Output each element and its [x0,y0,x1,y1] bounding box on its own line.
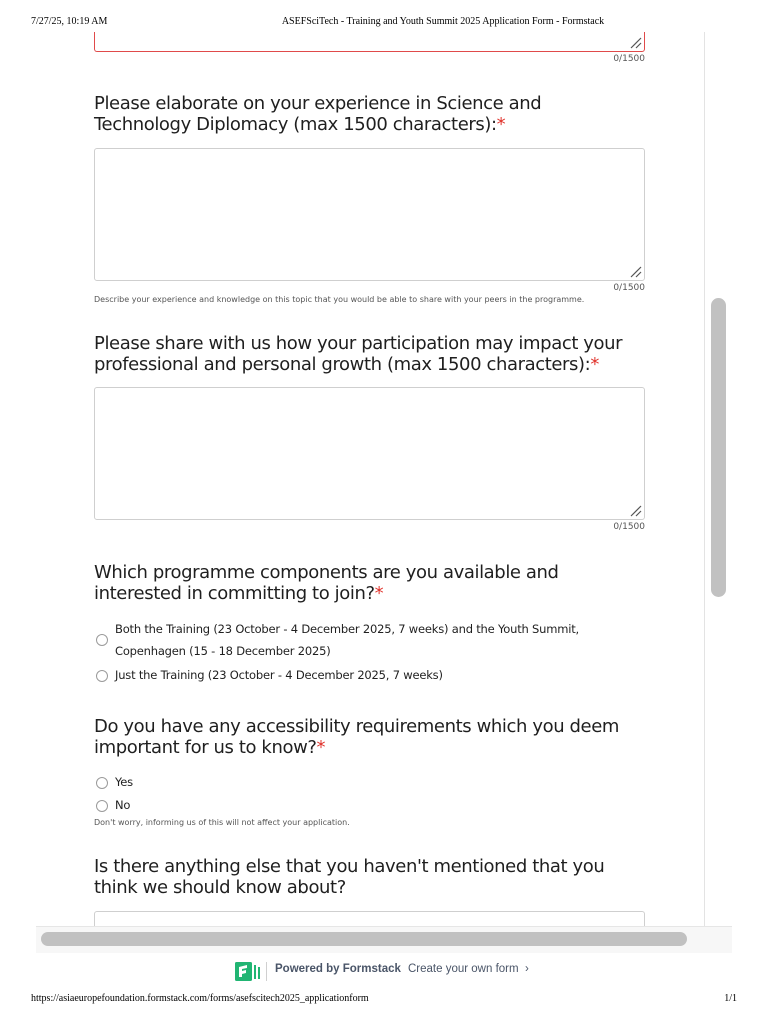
print-header [0,16,768,32]
powered-by-formstack-link[interactable]: Powered by Formstack [275,963,401,975]
print-title: ASEFSciTech - Training and Youth Summit 2025 Application Form - Formstack [281,16,605,27]
create-own-form-label[interactable]: Create your own form [408,963,519,975]
question-growth-label [94,333,639,375]
question-diplomacy-text: Please elaborate on your experience in Science and Technology Diplomacy (max 1500 characters): [94,93,542,135]
accessibility-yes-label[interactable]: Yes [115,775,133,789]
print-page-number: 1/1 [724,993,737,1004]
accessibility-yes-radio[interactable] [96,777,108,789]
resize-grip-icon[interactable] [629,265,642,278]
required-mark: * [374,583,384,604]
accessibility-no-radio[interactable] [96,800,108,812]
previous-textarea[interactable] [94,32,645,52]
print-url: https://asiaeuropefoundation.formstack.com/forms/asefscitech2025_applicationform [31,993,369,1004]
accessibility-no-label[interactable]: No [115,798,131,812]
else-textarea[interactable] [94,911,645,926]
accessibility-help-text: Don't worry, informing us of this will not affect your application. [94,818,350,827]
components-option-training-radio[interactable] [96,670,108,682]
question-components-label [94,562,639,604]
question-growth-text: Please share with us how your participation may impact your professional and personal growth (max 1500 characters): [94,333,623,375]
growth-textarea[interactable] [94,387,645,520]
previous-char-counter: 0/1500 [613,54,645,64]
components-option-both-radio[interactable] [96,634,108,646]
diplomacy-char-counter: 0/1500 [613,283,645,293]
question-else-label [94,856,639,898]
required-mark: * [496,114,506,135]
resize-grip-icon[interactable] [629,504,642,517]
components-option-training-label[interactable]: Just the Training (23 October - 4 December 2025, 7 weeks) [115,668,443,682]
horizontal-scrollbar-thumb[interactable] [41,932,687,946]
question-components-text: Which programme components are you available and interested in committing to join? [94,562,559,604]
question-diplomacy-label [94,93,639,135]
question-accessibility-text: Do you have any accessibility requirements which you deem important for us to know? [94,716,620,758]
formstack-logo-icon[interactable] [235,962,261,981]
question-else-text: Is there anything else that you haven't mentioned that you think we should know about? [94,856,605,898]
chevron-right-icon: › [524,963,529,975]
resize-grip-icon[interactable] [629,36,642,49]
growth-char-counter: 0/1500 [613,522,645,532]
components-option-both-label[interactable]: Both the Training (23 October - 4 December 2025, 7 weeks) and the Youth Summit, Copenhagen (15 - 18 December 2025) [115,622,580,658]
diplomacy-help-text: Describe your experience and knowledge on this topic that you would be able to share with your peers in the programme. [94,295,585,304]
vertical-scrollbar-thumb[interactable] [711,298,726,597]
required-mark: * [590,354,599,375]
create-own-form-link[interactable] [408,963,529,975]
question-accessibility-label [94,716,639,758]
print-footer [0,993,768,1007]
print-date: 7/27/25, 10:19 AM [31,16,108,27]
required-mark: * [316,737,326,758]
diplomacy-textarea[interactable] [94,148,645,281]
footer-divider [266,962,267,981]
